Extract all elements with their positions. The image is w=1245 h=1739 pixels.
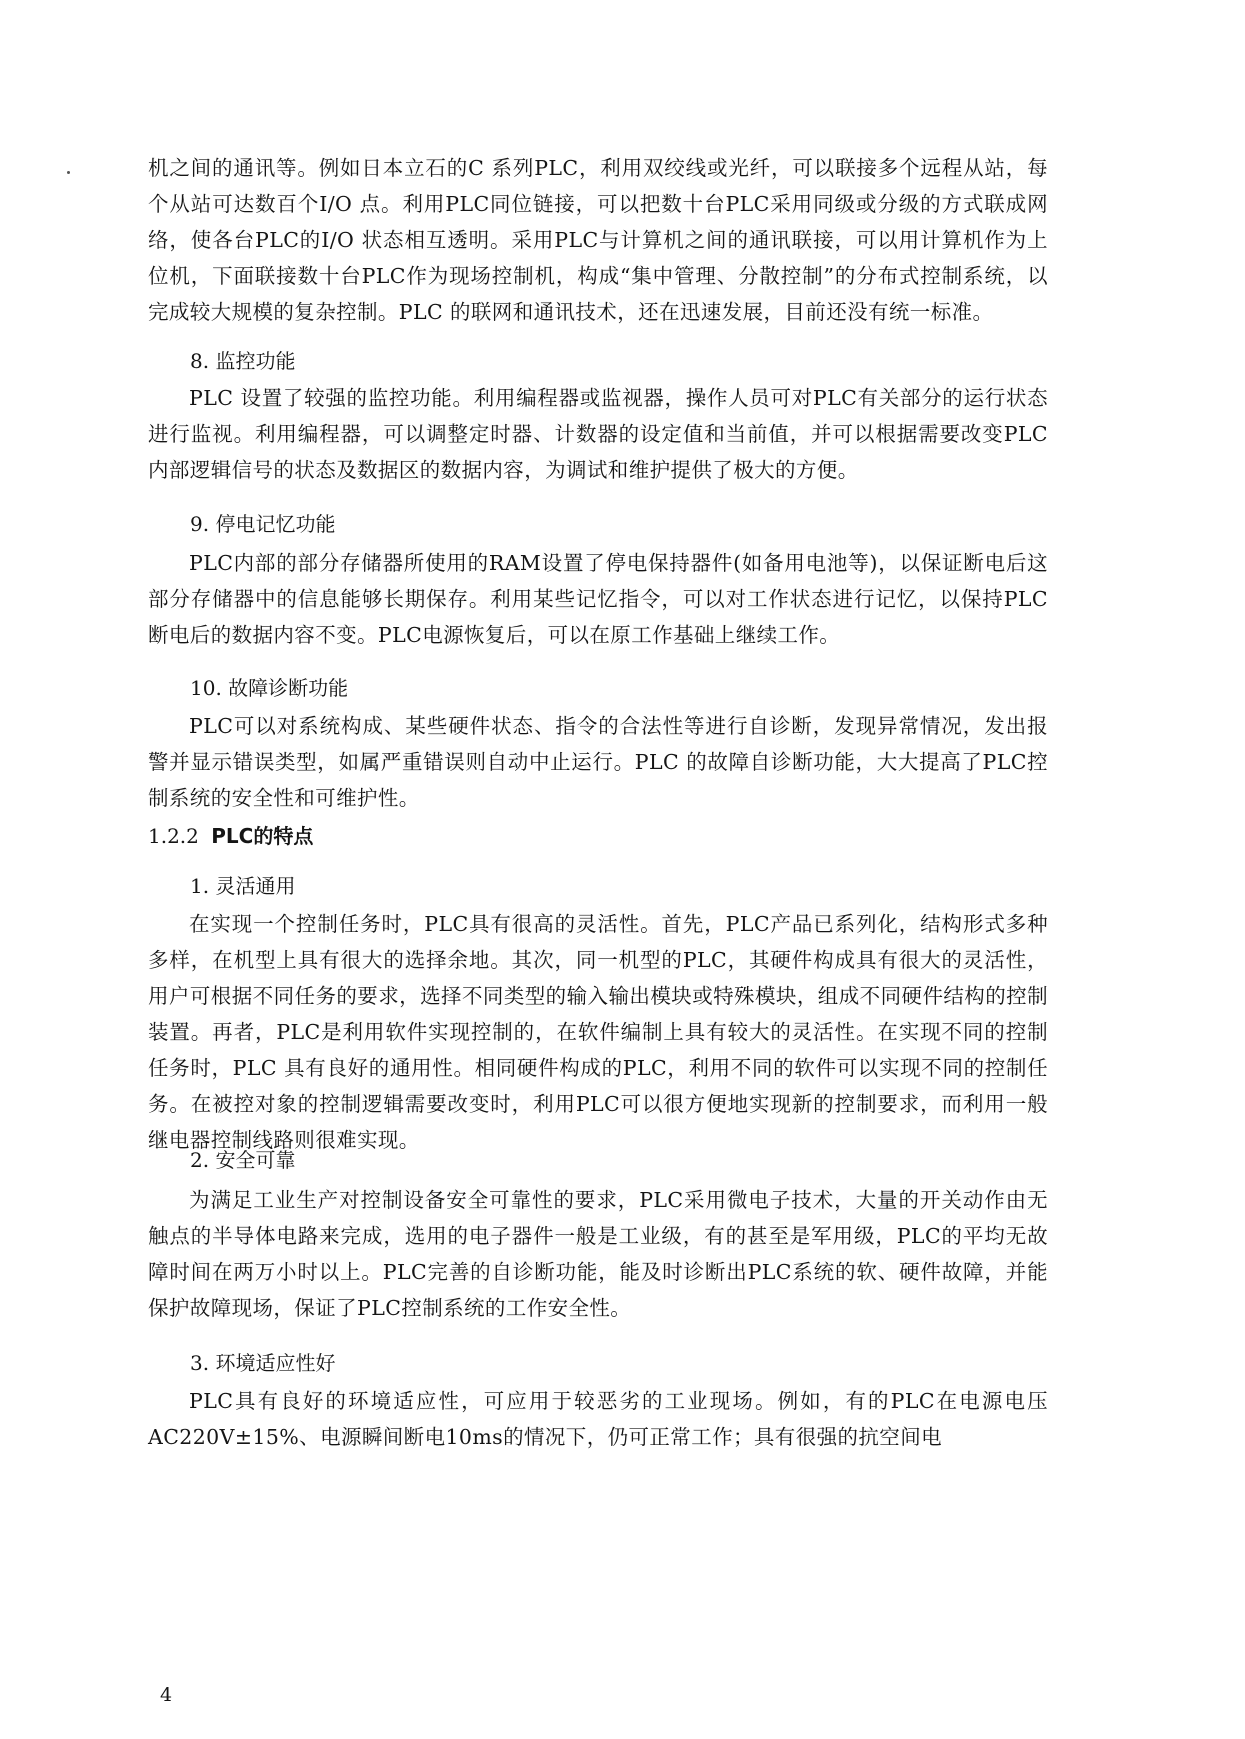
feature-2-heading: 2. 安全可靠 — [190, 1148, 296, 1172]
item-9-heading: 9. 停电记忆功能 — [190, 512, 336, 536]
feature-3-heading: 3. 环境适应性好 — [190, 1351, 336, 1375]
item-9-block — [148, 545, 1048, 653]
intro-continuation-paragraph: 机之间的通讯等。例如日本立石的C 系列PLC，利用双绞线或光纤，可以联接多个远程从站，每个从站可达数百个I/O 点。利用PLC同位链接，可以把数十台PLC采用同级或分级的方式联成网络，使各台PLC的I/O 状态相互透明。采用PLC与计算机之间的通讯联接，可以用计算机作为上位机，下面联接数十台PLC作为现场控制机，构成“集中管理、分散控制”的分布式控制系统，以完成较大规模的复杂控制。PLC 的联网和通讯技术，还在迅速发展，目前还没有统一标准。 — [148, 156, 1048, 324]
item-10-paragraph: PLC可以对系统构成、某些硬件状态、指令的合法性等进行自诊断，发现异常情况，发出报警并显示错误类型，如属严重错误则自动中止运行。PLC 的故障自诊断功能，大大提高了PLC控制系统的安全性和可维护性。 — [148, 714, 1048, 810]
feature-2-block — [148, 1182, 1048, 1326]
section-heading — [148, 818, 313, 854]
scan-speck — [67, 171, 70, 174]
item-8-paragraph: PLC 设置了较强的监控功能。利用编程器或监视器，操作人员可对PLC有关部分的运行状态进行监视。利用编程器，可以调整定时器、计数器的设定值和当前值，并可以根据需要改变PLC内部逻辑信号的状态及数据区的数据内容，为调试和维护提供了极大的方便。 — [148, 386, 1048, 482]
feature-1-paragraph: 在实现一个控制任务时，PLC具有很高的灵活性。首先，PLC产品已系列化，结构形式多种多样，在机型上具有很大的选择余地。其次，同一机型的PLC，其硬件构成具有很大的灵活性，用户可根据不同任务的要求，选择不同类型的输入输出模块或特殊模块，组成不同硬件结构的控制装置。再者，PLC是利用软件实现控制的，在软件编制上具有较大的灵活性。在实现不同的控制任务时，PLC 具有良好的通用性。相同硬件构成的PLC，利用不同的软件可以实现不同的控制任务。在被控对象的控制逻辑需要改变时，利用PLC可以很方便地实现新的控制要求，而利用一般继电器控制线路则很难实现。 — [148, 912, 1048, 1152]
item-8-block — [148, 380, 1048, 488]
page-number: 4 — [160, 1684, 173, 1706]
section-title: PLC的特点 — [211, 824, 314, 848]
intro-continuation-block — [148, 150, 1048, 330]
feature-2-paragraph: 为满足工业生产对控制设备安全可靠性的要求，PLC采用微电子技术，大量的开关动作由无触点的半导体电路来完成，选用的电子器件一般是工业级，有的甚至是军用级，PLC的平均无故障时间在两万小时以上。PLC完善的自诊断功能，能及时诊断出PLC系统的软、硬件故障，并能保护故障现场，保证了PLC控制系统的工作安全性。 — [148, 1188, 1048, 1320]
item-8-heading: 8. 监控功能 — [190, 349, 296, 373]
section-number: 1.2.2 — [148, 824, 199, 848]
item-9-paragraph: PLC内部的部分存储器所使用的RAM设置了停电保持器件(如备用电池等)，以保证断电后这部分存储器中的信息能够长期保存。利用某些记忆指令，可以对工作状态进行记忆，以保持PLC断电后的数据内容不变。PLC电源恢复后，可以在原工作基础上继续工作。 — [148, 551, 1048, 647]
item-10-block — [148, 708, 1048, 816]
item-10-heading: 10. 故障诊断功能 — [190, 676, 349, 700]
feature-3-block — [148, 1383, 1048, 1455]
feature-1-heading: 1. 灵活通用 — [190, 874, 296, 898]
feature-3-paragraph: PLC具有良好的环境适应性，可应用于较恶劣的工业现场。例如，有的PLC在电源电压AC220V±15%、电源瞬间断电10ms的情况下，仍可正常工作；具有很强的抗空间电 — [148, 1389, 1048, 1449]
feature-1-block — [148, 906, 1048, 1158]
